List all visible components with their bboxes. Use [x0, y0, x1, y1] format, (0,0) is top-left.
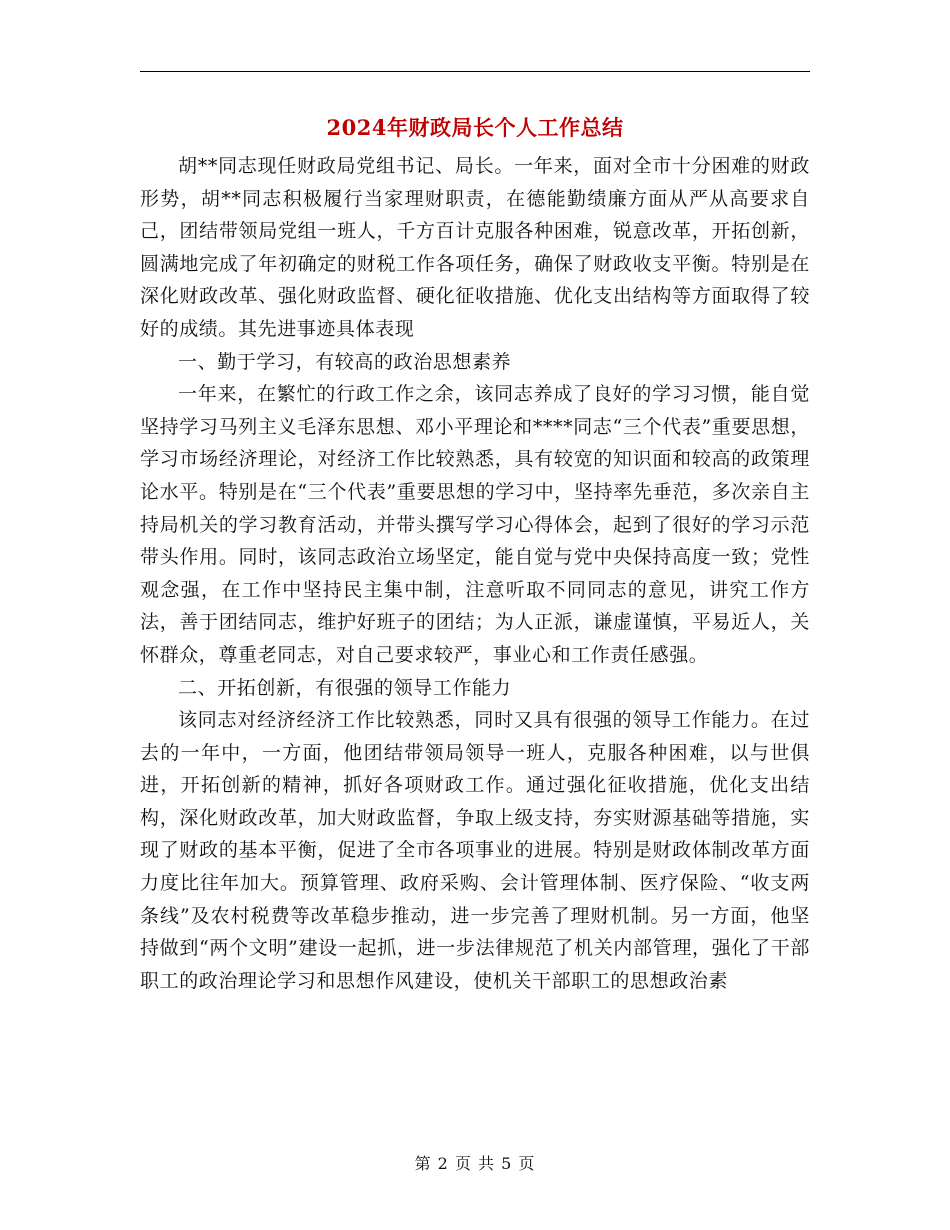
header-rule: [140, 71, 810, 72]
paragraph-section-2: 该同志对经济经济工作比较熟悉，同时又具有很强的领导工作能力。在过去的一年中，一方面，他团结带领局领导一班人，克服各种困难，以与世俱进，开拓创新的精神，抓好各项财政工作。通过强化征收措施，优化支出结构，深化财政改革，加大财政监督，争取上级支持，夯实财源基础等措施，实现了财政的基本平衡，促进了全市各项事业的进展。特别是财政体制改革方面力度比往年加大。预算管理、政府采购、会计管理体制、医疗保险、“收支两条线”及农村税费等改革稳步推动，进一步完善了理财机制。另一方面，他坚持做到“两个文明”建设一起抓，进一步法律规范了机关内部管理，强化了干部职工的政治理论学习和思想作风建设，使机关干部职工的思想政治素: [140, 709, 810, 992]
section-heading-2: 二、开拓创新，有很强的领导工作能力: [178, 676, 512, 699]
paragraph-section-1: 一年来，在繁忙的行政工作之余，该同志养成了良好的学习习惯，能自觉坚持学习马列主义毛泽东思想、邓小平理论和****同志“三个代表”重要思想，学习市场经济理论，对经济工作比较熟悉，具有较宽的知识面和较高的政策理论水平。特别是在“三个代表”重要思想的学习中，坚持率先垂范，多次亲自主持局机关的学习教育活动，并带头撰写学习心得体会，起到了很好的学习示范带头作用。同时，该同志政治立场坚定，能自觉与党中央保持高度一致；党性观念强，在工作中坚持民主集中制，注意听取不同同志的意见，讲究工作方法，善于团结同志，维护好班子的团结；为人正派，谦虚谨慎，平易近人，关怀群众，尊重老同志，对自己要求较严，事业心和工作责任感强。: [140, 383, 810, 666]
document-title: 2024年财政局长个人工作总结: [326, 115, 624, 140]
section-heading-1: 一、勤于学习，有较高的政治思想素养: [178, 350, 512, 373]
document-body: [140, 150, 810, 997]
paragraph-intro: 胡**同志现任财政局党组书记、局长。一年来，面对全市十分困难的财政形势，胡**同志积极履行当家理财职责，在德能勤绩廉方面从严从高要求自己，团结带领局党组一班人，千方百计克服各种困难，锐意改革，开拓创新，圆满地完成了年初确定的财税工作各项任务，确保了财政收支平衡。特别是在深化财政改革、强化财政监督、硬化征收措施、优化支出结构等方面取得了较好的成绩。其先进事迹具体表现: [140, 155, 810, 340]
page-number: 第 2 页 共 5 页: [414, 1154, 536, 1173]
